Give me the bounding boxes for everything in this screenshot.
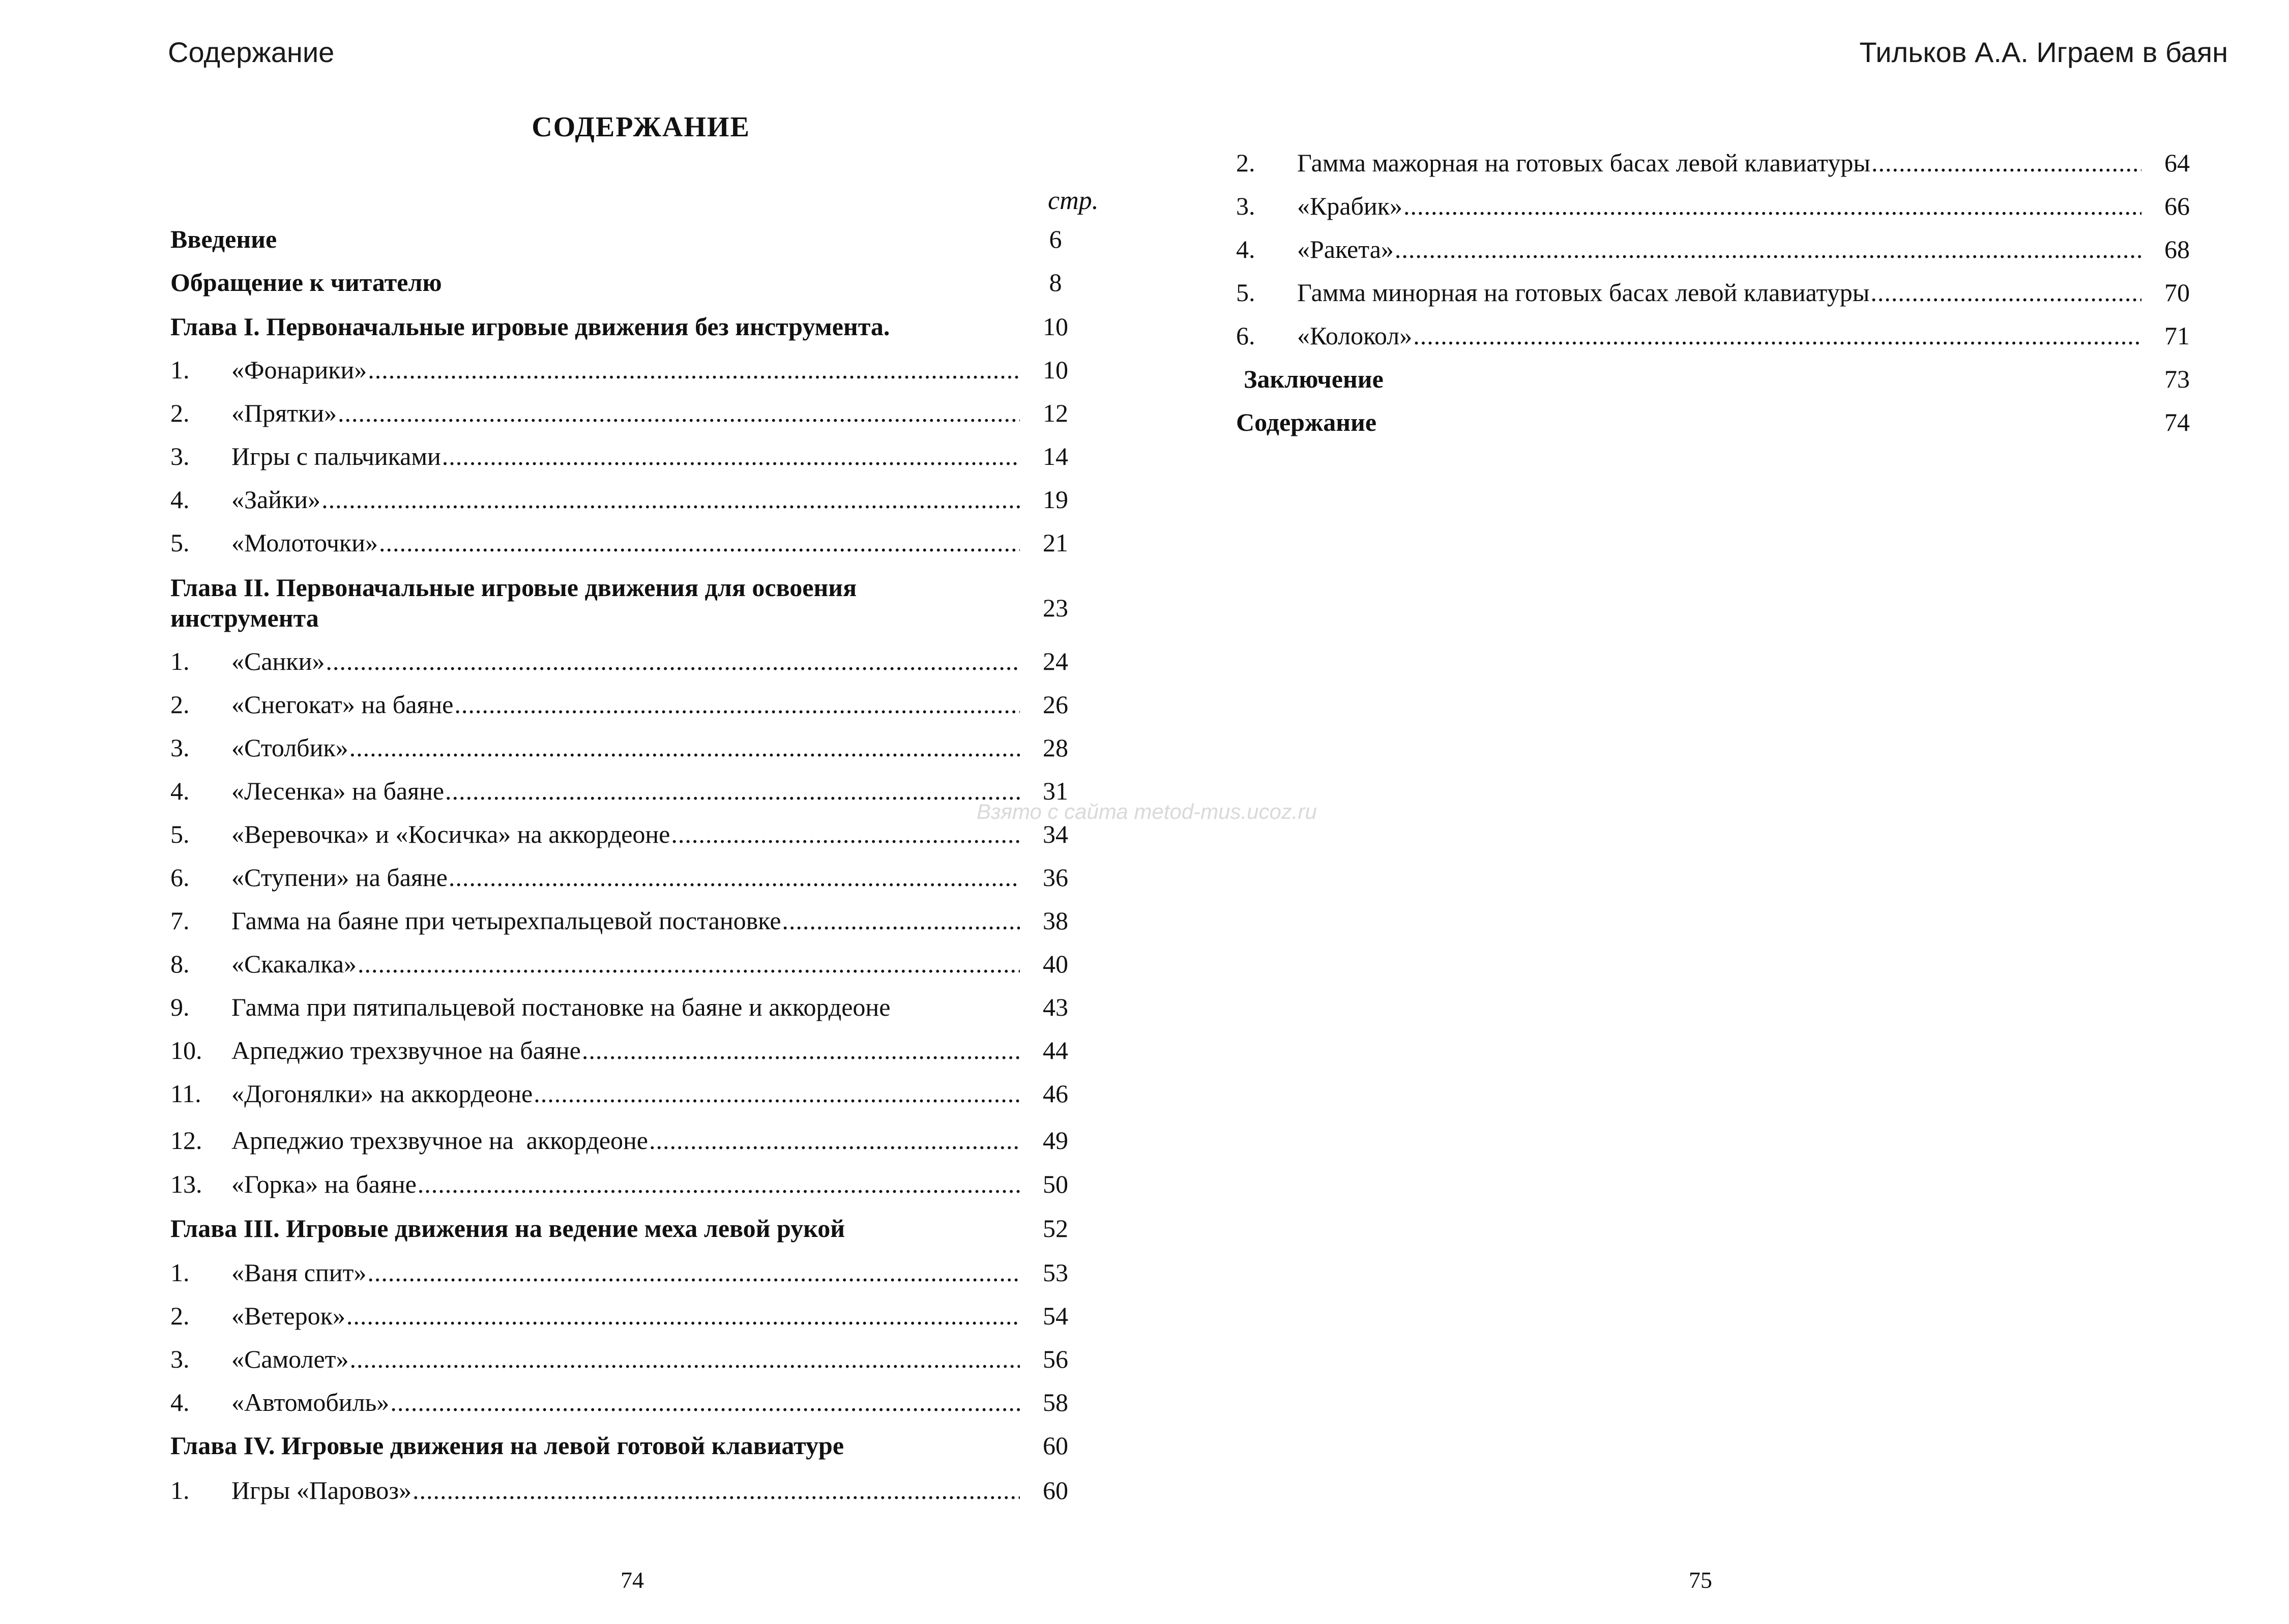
toc-item-number: 1. <box>170 1476 190 1504</box>
toc-page-number: 6 <box>1049 225 1062 253</box>
toc-item-label: Гамма минорная на готовых басах левой клавиатуры <box>1297 278 1870 307</box>
toc-item-number: 9. <box>170 993 190 1021</box>
toc-item-number: 4. <box>170 1388 190 1416</box>
page-number-right: 75 <box>1689 1567 1712 1593</box>
toc-item <box>1236 320 2213 361</box>
toc-page-number: 52 <box>1043 1214 1068 1243</box>
dot-leader <box>534 1078 1020 1109</box>
toc-item-label: «Лесенка» на баяне <box>231 777 445 805</box>
toc-heading-label: Глава II. Первоначальные игровые движения для освоения инструмента <box>170 573 857 632</box>
dot-leader <box>321 484 1020 515</box>
watermark-text: Взято с сайта metod-mus.ucoz.ru <box>977 800 1317 823</box>
dot-leader <box>413 1475 1020 1505</box>
toc-item <box>170 1344 1106 1384</box>
toc-item-label: «Прятки» <box>231 399 337 427</box>
toc-item <box>170 1301 1106 1341</box>
toc-page-number: 40 <box>1043 950 1068 978</box>
toc-item-label: «Автомобиль» <box>231 1388 390 1416</box>
toc-item-number: 1. <box>170 1258 190 1287</box>
toc-item-number: 3. <box>1236 192 1255 220</box>
toc-page-number: 64 <box>2164 149 2190 177</box>
toc-page-number: 54 <box>1043 1302 1068 1330</box>
dot-leader <box>442 441 1020 471</box>
toc-item-number: 6. <box>170 863 190 892</box>
toc-page-number: 56 <box>1043 1345 1068 1373</box>
dot-leader <box>368 355 1020 385</box>
toc-item <box>170 1035 1106 1076</box>
toc-page-number: 66 <box>2164 192 2190 220</box>
toc-item-label: «Веревочка» и «Косичка» на аккордеоне <box>231 820 670 848</box>
toc-item-number: 10. <box>170 1036 202 1065</box>
toc-item-number: 4. <box>1236 235 1255 263</box>
toc-page-number: 74 <box>2164 408 2190 436</box>
toc-page-number: 21 <box>1043 528 1068 557</box>
toc-item-number: 12. <box>170 1126 202 1155</box>
toc-item-label: «Ваня спит» <box>231 1258 367 1287</box>
toc-item-number: 7. <box>170 906 190 935</box>
toc-item <box>170 1475 1106 1516</box>
toc-page-number: 12 <box>1043 399 1068 427</box>
toc-page-number: 50 <box>1043 1170 1068 1198</box>
dot-leader <box>1403 191 2141 221</box>
toc-page-number: 23 <box>1043 594 1068 622</box>
toc-item <box>170 732 1106 773</box>
toc-item <box>170 905 1106 946</box>
toc-item-number: 3. <box>170 733 190 762</box>
toc-page-number: 49 <box>1043 1126 1068 1155</box>
toc-item-label: Гамма мажорная на готовых басах левой клавиатуры <box>1297 149 1870 177</box>
toc-heading-label: Глава IV. Игровые движения на левой готовой клавиатуре <box>170 1431 844 1460</box>
toc-item-label: Гамма на баяне при четырехпальцевой постановке <box>231 906 781 935</box>
toc-item-label: «Ветерок» <box>231 1302 345 1330</box>
toc-item-number: 4. <box>170 485 190 514</box>
toc-item <box>1236 234 2213 275</box>
toc-item-number: 2. <box>170 690 190 719</box>
toc-page-number: 58 <box>1043 1388 1068 1416</box>
toc-item-label: Арпеджио трехзвучное на аккордеоне <box>231 1126 648 1155</box>
toc-item-label: «Молоточки» <box>231 528 378 557</box>
toc-item-label: Гамма при пятипальцевой постановке на баяне и аккордеоне <box>231 993 891 1021</box>
dot-leader <box>1871 147 2141 178</box>
dot-leader <box>418 1169 1020 1199</box>
dot-leader <box>379 527 1020 558</box>
toc-item <box>170 1257 1106 1298</box>
dot-leader <box>338 398 1020 428</box>
dot-leader <box>1395 234 2141 264</box>
toc-item-number: 2. <box>170 1302 190 1330</box>
toc-item-label: «Снегокат» на баяне <box>231 690 454 719</box>
toc-page-number: 68 <box>2164 235 2190 263</box>
dot-leader <box>582 1035 1020 1066</box>
toc-heading-label: Глава I. Первоначальные игровые движения без инструмента. <box>170 312 890 341</box>
toc-item-number: 5. <box>170 820 190 848</box>
toc-item <box>170 819 1106 860</box>
toc-item-label: Игры с пальчиками <box>231 442 441 470</box>
running-header-left: Содержание <box>168 36 335 68</box>
toc-page-number: 31 <box>1043 777 1068 805</box>
toc-item-number: 5. <box>170 528 190 557</box>
toc-item <box>170 862 1106 903</box>
toc-heading-label: Заключение <box>1244 365 1384 393</box>
running-header-right: Тильков А.А. Играем в баян <box>1859 36 2228 68</box>
toc-item <box>170 949 1106 989</box>
toc-item-number: 13. <box>170 1170 202 1198</box>
toc-page-number: 60 <box>1043 1431 1068 1460</box>
toc-page-number: 53 <box>1043 1258 1068 1287</box>
toc-item-number: 4. <box>170 777 190 805</box>
toc-item-number: 5. <box>1236 278 1255 307</box>
toc-item <box>170 689 1106 730</box>
toc-item-number: 2. <box>170 399 190 427</box>
page-number-left: 74 <box>621 1567 644 1593</box>
dot-leader <box>326 646 1020 676</box>
dot-leader <box>346 1301 1020 1331</box>
dot-leader <box>1870 277 2141 308</box>
toc-page-number: 28 <box>1043 733 1068 762</box>
dot-leader <box>358 949 1020 979</box>
toc-item-label: «Санки» <box>231 647 325 675</box>
toc-item <box>170 1169 1106 1209</box>
toc-item <box>170 1387 1106 1428</box>
toc-page-number: 73 <box>2164 365 2190 393</box>
dot-leader <box>349 732 1020 763</box>
toc-heading-label: Введение <box>170 225 277 253</box>
toc-item <box>170 355 1106 395</box>
toc-item-number: 3. <box>170 442 190 470</box>
toc-item-label: «Самолет» <box>231 1345 349 1373</box>
dot-leader <box>671 819 1020 849</box>
toc-item <box>170 441 1106 482</box>
toc-item <box>170 646 1106 687</box>
toc-page-number: 34 <box>1043 820 1068 848</box>
toc-heading-label: Содержание <box>1236 408 1377 436</box>
toc-item-label: Арпеджио трехзвучное на баяне <box>231 1036 581 1065</box>
toc-page-number: 70 <box>2164 278 2190 307</box>
toc-item-number: 3. <box>170 1345 190 1373</box>
toc-page-number: 14 <box>1043 442 1068 470</box>
toc-item-number: 11. <box>170 1079 201 1108</box>
page-column-heading: стр. <box>1048 186 1099 215</box>
toc-item <box>170 992 1106 1032</box>
dot-leader <box>782 905 1020 936</box>
toc-page-number: 44 <box>1043 1036 1068 1065</box>
dot-leader <box>449 862 1020 893</box>
toc-item <box>170 1078 1106 1119</box>
toc-item <box>1236 277 2213 318</box>
toc-item-label: «Горка» на баяне <box>231 1170 417 1198</box>
toc-page-number: 46 <box>1043 1079 1068 1108</box>
toc-item-label: «Столбик» <box>231 733 348 762</box>
toc-page-number: 38 <box>1043 906 1068 935</box>
toc-page-number: 26 <box>1043 690 1068 719</box>
toc-item <box>170 776 1106 816</box>
toc-item-number: 6. <box>1236 321 1255 350</box>
toc-item-label: «Ступени» на баяне <box>231 863 448 892</box>
toc-item-label: «Ракета» <box>1297 235 1394 263</box>
toc-item-number: 1. <box>170 647 190 675</box>
toc-item-label: «Фонарики» <box>231 356 367 384</box>
toc-item <box>170 1125 1106 1166</box>
toc-item-label: «Зайки» <box>231 485 321 514</box>
toc-item-label: Игры «Паровоз» <box>231 1476 412 1504</box>
dot-leader <box>445 776 1020 806</box>
toc-item-number: 1. <box>170 356 190 384</box>
toc-page-number: 19 <box>1043 485 1068 514</box>
toc-page-number: 10 <box>1043 312 1068 341</box>
toc-item-number: 8. <box>170 950 190 978</box>
dot-leader <box>390 1387 1020 1418</box>
dot-leader <box>367 1257 1020 1288</box>
toc-item-label: «Скакалка» <box>231 950 357 978</box>
toc-item <box>170 398 1106 438</box>
dot-leader <box>649 1125 1020 1156</box>
dot-leader <box>1413 320 2141 351</box>
toc-item-label: «Догонялки» на аккордеоне <box>231 1079 533 1108</box>
toc-page-number: 24 <box>1043 647 1068 675</box>
toc-item-label: «Крабик» <box>1297 192 1403 220</box>
toc-heading-label: Глава III. Игровые движения на ведение меха левой рукой <box>170 1214 845 1243</box>
toc-item <box>1236 147 2213 188</box>
toc-page-number: 43 <box>1043 993 1068 1021</box>
toc-page-number: 71 <box>2164 321 2190 350</box>
dot-leader <box>350 1344 1020 1374</box>
toc-item-number: 2. <box>1236 149 1255 177</box>
toc-item <box>1236 191 2213 231</box>
toc-page-number: 8 <box>1049 268 1062 297</box>
toc-item-label: «Колокол» <box>1297 321 1413 350</box>
document-title: СОДЕРЖАНИЕ <box>532 111 750 143</box>
toc-page-number: 10 <box>1043 356 1068 384</box>
toc-item <box>170 527 1106 568</box>
toc-item <box>170 484 1106 525</box>
dot-leader <box>454 689 1020 720</box>
toc-heading-label: Обращение к читателю <box>170 268 442 297</box>
toc-page-number: 60 <box>1043 1476 1068 1504</box>
toc-page-number: 36 <box>1043 863 1068 892</box>
